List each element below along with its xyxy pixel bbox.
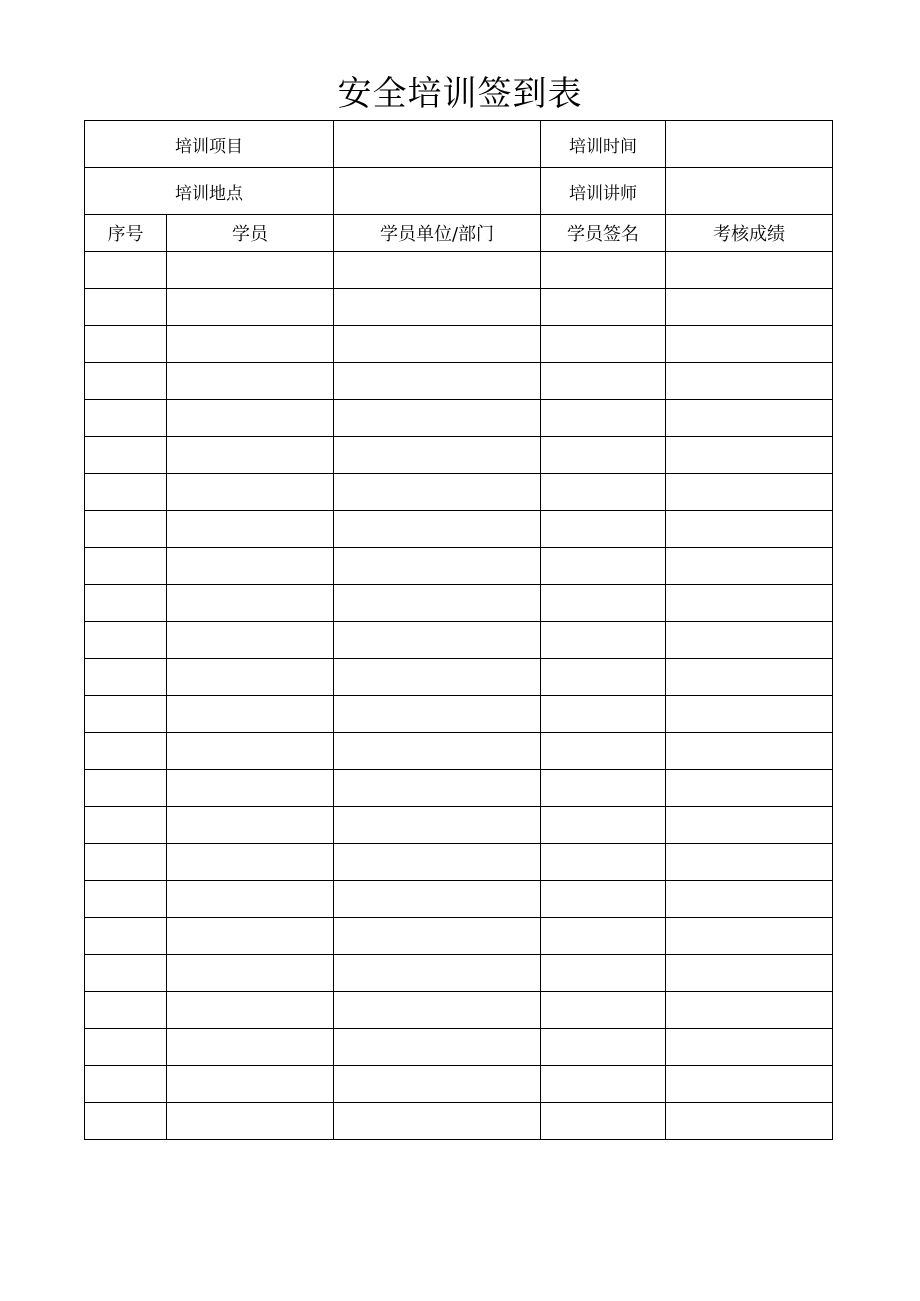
score-cell[interactable] bbox=[666, 696, 833, 733]
department-cell[interactable] bbox=[334, 844, 541, 881]
project-label: 培训项目 bbox=[85, 121, 334, 168]
department-cell[interactable] bbox=[334, 363, 541, 400]
index-cell[interactable] bbox=[85, 696, 167, 733]
signature-cell[interactable] bbox=[541, 1029, 666, 1066]
score-cell[interactable] bbox=[666, 733, 833, 770]
department-cell[interactable] bbox=[334, 881, 541, 918]
index-cell[interactable] bbox=[85, 622, 167, 659]
score-cell[interactable] bbox=[666, 548, 833, 585]
score-cell[interactable] bbox=[666, 622, 833, 659]
trainee-cell[interactable] bbox=[167, 437, 334, 474]
index-cell[interactable] bbox=[85, 918, 167, 955]
score-cell[interactable] bbox=[666, 659, 833, 696]
score-cell[interactable] bbox=[666, 400, 833, 437]
trainee-cell[interactable] bbox=[167, 474, 334, 511]
department-cell[interactable] bbox=[334, 326, 541, 363]
index-cell[interactable] bbox=[85, 844, 167, 881]
table-row bbox=[85, 548, 833, 585]
signature-cell[interactable] bbox=[541, 659, 666, 696]
trainee-cell[interactable] bbox=[167, 881, 334, 918]
department-cell[interactable] bbox=[334, 474, 541, 511]
trainee-cell[interactable] bbox=[167, 511, 334, 548]
signature-cell[interactable] bbox=[541, 807, 666, 844]
index-cell[interactable] bbox=[85, 807, 167, 844]
table-row bbox=[85, 585, 833, 622]
trainee-cell[interactable] bbox=[167, 585, 334, 622]
department-cell[interactable] bbox=[334, 955, 541, 992]
department-cell[interactable] bbox=[334, 1066, 541, 1103]
signature-cell[interactable] bbox=[541, 326, 666, 363]
trainee-cell[interactable] bbox=[167, 807, 334, 844]
score-cell[interactable] bbox=[666, 807, 833, 844]
location-label: 培训地点 bbox=[85, 168, 334, 215]
info-row-location-trainer bbox=[85, 168, 833, 215]
trainer-value-cell[interactable] bbox=[666, 168, 833, 215]
table-row bbox=[85, 252, 833, 289]
signature-cell[interactable] bbox=[541, 733, 666, 770]
index-cell[interactable] bbox=[85, 770, 167, 807]
department-cell[interactable] bbox=[334, 992, 541, 1029]
table-row bbox=[85, 807, 833, 844]
table-row bbox=[85, 474, 833, 511]
table-row bbox=[85, 770, 833, 807]
trainee-cell[interactable] bbox=[167, 400, 334, 437]
score-cell[interactable] bbox=[666, 437, 833, 474]
trainee-cell[interactable] bbox=[167, 733, 334, 770]
column-header-department: 学员单位/部门 bbox=[334, 215, 541, 252]
score-cell[interactable] bbox=[666, 1103, 833, 1140]
index-cell[interactable] bbox=[85, 585, 167, 622]
trainee-cell[interactable] bbox=[167, 918, 334, 955]
table-row bbox=[85, 437, 833, 474]
index-cell[interactable] bbox=[85, 1066, 167, 1103]
index-cell[interactable] bbox=[85, 992, 167, 1029]
signature-cell[interactable] bbox=[541, 289, 666, 326]
trainee-cell[interactable] bbox=[167, 1103, 334, 1140]
signature-cell[interactable] bbox=[541, 437, 666, 474]
trainee-cell[interactable] bbox=[167, 326, 334, 363]
trainee-cell[interactable] bbox=[167, 363, 334, 400]
index-cell[interactable] bbox=[85, 511, 167, 548]
trainee-cell[interactable] bbox=[167, 252, 334, 289]
score-cell[interactable] bbox=[666, 955, 833, 992]
signature-cell[interactable] bbox=[541, 252, 666, 289]
time-label: 培训时间 bbox=[541, 121, 666, 168]
index-cell[interactable] bbox=[85, 659, 167, 696]
score-cell[interactable] bbox=[666, 289, 833, 326]
signature-cell[interactable] bbox=[541, 400, 666, 437]
signature-cell[interactable] bbox=[541, 511, 666, 548]
score-cell[interactable] bbox=[666, 474, 833, 511]
score-cell[interactable] bbox=[666, 992, 833, 1029]
signature-cell[interactable] bbox=[541, 881, 666, 918]
table-row bbox=[85, 918, 833, 955]
department-cell[interactable] bbox=[334, 696, 541, 733]
column-header-row bbox=[85, 215, 833, 252]
table-row bbox=[85, 733, 833, 770]
table-row bbox=[85, 992, 833, 1029]
table-row bbox=[85, 400, 833, 437]
index-cell[interactable] bbox=[85, 252, 167, 289]
signature-cell[interactable] bbox=[541, 548, 666, 585]
index-cell[interactable] bbox=[85, 548, 167, 585]
index-cell[interactable] bbox=[85, 474, 167, 511]
page-title: 安全培训签到表 bbox=[337, 74, 583, 114]
index-cell[interactable] bbox=[85, 437, 167, 474]
trainee-cell[interactable] bbox=[167, 548, 334, 585]
table-row bbox=[85, 659, 833, 696]
department-cell[interactable] bbox=[334, 289, 541, 326]
score-cell[interactable] bbox=[666, 1066, 833, 1103]
signature-cell[interactable] bbox=[541, 585, 666, 622]
department-cell[interactable] bbox=[334, 1029, 541, 1066]
score-cell[interactable] bbox=[666, 918, 833, 955]
table-row bbox=[85, 955, 833, 992]
score-cell[interactable] bbox=[666, 363, 833, 400]
info-row-project-time bbox=[85, 121, 833, 168]
score-cell[interactable] bbox=[666, 326, 833, 363]
score-cell[interactable] bbox=[666, 585, 833, 622]
department-cell[interactable] bbox=[334, 252, 541, 289]
index-cell[interactable] bbox=[85, 1029, 167, 1066]
table-row bbox=[85, 1103, 833, 1140]
table-row bbox=[85, 326, 833, 363]
score-cell[interactable] bbox=[666, 1029, 833, 1066]
score-cell[interactable] bbox=[666, 881, 833, 918]
trainee-cell[interactable] bbox=[167, 992, 334, 1029]
department-cell[interactable] bbox=[334, 622, 541, 659]
index-cell[interactable] bbox=[85, 289, 167, 326]
table-row bbox=[85, 1029, 833, 1066]
department-cell[interactable] bbox=[334, 807, 541, 844]
table-row bbox=[85, 363, 833, 400]
trainee-cell[interactable] bbox=[167, 659, 334, 696]
signature-cell[interactable] bbox=[541, 992, 666, 1029]
index-cell[interactable] bbox=[85, 363, 167, 400]
time-value-cell[interactable] bbox=[666, 121, 833, 168]
trainee-cell[interactable] bbox=[167, 1029, 334, 1066]
signature-cell[interactable] bbox=[541, 1066, 666, 1103]
department-cell[interactable] bbox=[334, 733, 541, 770]
index-cell[interactable] bbox=[85, 955, 167, 992]
table-row bbox=[85, 696, 833, 733]
table-row bbox=[85, 289, 833, 326]
department-cell[interactable] bbox=[334, 548, 541, 585]
trainer-label: 培训讲师 bbox=[541, 168, 666, 215]
index-cell[interactable] bbox=[85, 733, 167, 770]
trainee-cell[interactable] bbox=[167, 622, 334, 659]
signature-cell[interactable] bbox=[541, 1103, 666, 1140]
trainee-cell[interactable] bbox=[167, 770, 334, 807]
sign-in-table-body bbox=[85, 121, 833, 1140]
table-row bbox=[85, 511, 833, 548]
trainee-cell[interactable] bbox=[167, 844, 334, 881]
location-value-cell[interactable] bbox=[334, 168, 541, 215]
signature-cell[interactable] bbox=[541, 474, 666, 511]
index-cell[interactable] bbox=[85, 881, 167, 918]
score-cell[interactable] bbox=[666, 511, 833, 548]
signature-cell[interactable] bbox=[541, 955, 666, 992]
department-cell[interactable] bbox=[334, 770, 541, 807]
trainee-cell[interactable] bbox=[167, 696, 334, 733]
sign-in-table bbox=[84, 120, 833, 1140]
column-header-trainee: 学员 bbox=[167, 215, 334, 252]
department-cell[interactable] bbox=[334, 918, 541, 955]
signature-cell[interactable] bbox=[541, 918, 666, 955]
trainee-cell[interactable] bbox=[167, 289, 334, 326]
index-cell[interactable] bbox=[85, 326, 167, 363]
signature-cell[interactable] bbox=[541, 696, 666, 733]
table-row bbox=[85, 1066, 833, 1103]
signature-cell[interactable] bbox=[541, 844, 666, 881]
trainee-cell[interactable] bbox=[167, 955, 334, 992]
signature-cell[interactable] bbox=[541, 622, 666, 659]
column-header-signature: 学员签名 bbox=[541, 215, 666, 252]
department-cell[interactable] bbox=[334, 1103, 541, 1140]
column-header-score: 考核成绩 bbox=[666, 215, 833, 252]
column-header-index: 序号 bbox=[85, 215, 167, 252]
department-cell[interactable] bbox=[334, 659, 541, 696]
table-row bbox=[85, 881, 833, 918]
department-cell[interactable] bbox=[334, 437, 541, 474]
department-cell[interactable] bbox=[334, 511, 541, 548]
project-value-cell[interactable] bbox=[334, 121, 541, 168]
department-cell[interactable] bbox=[334, 400, 541, 437]
table-row bbox=[85, 622, 833, 659]
signature-cell[interactable] bbox=[541, 363, 666, 400]
trainee-cell[interactable] bbox=[167, 1066, 334, 1103]
department-cell[interactable] bbox=[334, 585, 541, 622]
score-cell[interactable] bbox=[666, 844, 833, 881]
index-cell[interactable] bbox=[85, 1103, 167, 1140]
index-cell[interactable] bbox=[85, 400, 167, 437]
score-cell[interactable] bbox=[666, 770, 833, 807]
signature-cell[interactable] bbox=[541, 770, 666, 807]
score-cell[interactable] bbox=[666, 252, 833, 289]
table-row bbox=[85, 844, 833, 881]
